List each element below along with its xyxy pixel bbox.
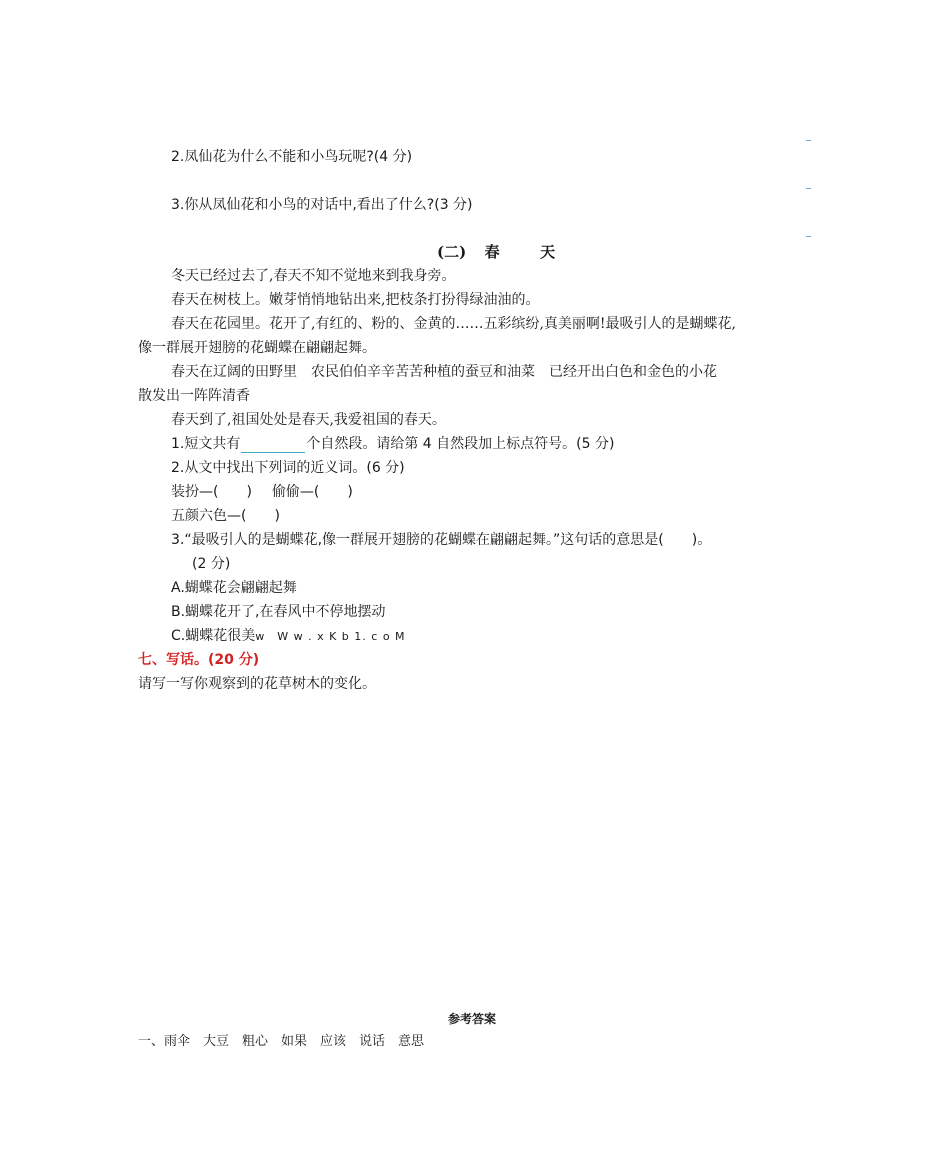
passage-number: (二) xyxy=(437,243,467,261)
synonym-close-1: ) xyxy=(246,484,252,500)
passage-title-char-2: 天 xyxy=(540,243,556,261)
answer-key-line-1: 一、雨伞 大豆 粗心 如果 应该 说话 意思 xyxy=(138,1034,425,1049)
option-b: B.蝴蝶花开了,在春风中不停地摆动 xyxy=(171,604,386,620)
question-3: 3.你从凤仙花和小鸟的对话中,看出了什么?(3 分) xyxy=(171,197,473,213)
synonym-row-1 xyxy=(171,483,353,501)
synonym-row-2 xyxy=(171,507,280,525)
passage-paragraph-4-line-1: 春天在辽阔的田野里 农民伯伯辛辛苦苦种植的蚕豆和油菜 已经开出白色和金色的小花 xyxy=(171,364,717,380)
synonym-word-2: 偷偷—( xyxy=(271,484,320,500)
synonym-word-1: 装扮—( xyxy=(171,484,219,500)
option-a: A.蝴蝶花会翩翩起舞 xyxy=(171,580,297,596)
passage-paragraph-1: 冬天已经过去了,春天不知不觉地来到我身旁。 xyxy=(171,268,456,284)
passage-paragraph-3-line-2: 像一群展开翅膀的花蝴蝶在翩翩起舞。 xyxy=(138,340,376,356)
answer-blank[interactable] xyxy=(241,438,305,453)
option-c-text: C.蝴蝶花很美 xyxy=(171,628,256,644)
exercise-1-text-after: 个自然段。请给第 4 自然段加上标点符号。(5 分) xyxy=(306,436,615,452)
exercise-2: 2.从文中找出下列词的近义词。(6 分) xyxy=(171,460,405,476)
passage-paragraph-4-line-2: 散发出一阵阵清香 xyxy=(138,388,250,404)
exercise-1-text-before: 1.短文共有 xyxy=(171,436,241,452)
watermark-text: w W w . x K b 1. c o M xyxy=(255,630,406,643)
passage-paragraph-2: 春天在树枝上。嫩芽悄悄地钻出来,把枝条打扮得绿油油的。 xyxy=(171,292,540,308)
option-c xyxy=(171,627,406,646)
section-7-prompt: 请写一写你观察到的花草树木的变化。 xyxy=(138,676,376,692)
synonym-close-3: ) xyxy=(274,508,280,524)
section-7-heading: 七、写话。(20 分) xyxy=(138,652,260,668)
exercise-3-line-2: (2 分) xyxy=(192,556,231,572)
synonym-close-2: ) xyxy=(347,484,353,500)
margin-mark xyxy=(806,140,811,141)
synonym-word-3: 五颜六色—( xyxy=(171,508,247,524)
margin-mark xyxy=(806,236,811,237)
passage-title xyxy=(437,243,555,261)
passage-title-char-1: 春 xyxy=(484,243,500,261)
passage-paragraph-5: 春天到了,祖国处处是春天,我爱祖国的春天。 xyxy=(171,412,446,428)
margin-mark xyxy=(806,188,811,189)
exercise-1 xyxy=(171,435,614,453)
exercise-3-line-1: 3.“最吸引人的是蝴蝶花,像一群展开翅膀的花蝴蝶在翩翩起舞。”这句话的意思是( )。 xyxy=(171,532,712,548)
question-2: 2.凤仙花为什么不能和小鸟玩呢?(4 分) xyxy=(171,149,413,165)
passage-paragraph-3-line-1: 春天在花园里。花开了,有红的、粉的、金黄的……五彩缤纷,真美丽啊!最吸引人的是蝴蝶花, xyxy=(171,316,736,332)
answer-key-title: 参考答案 xyxy=(448,1012,497,1026)
